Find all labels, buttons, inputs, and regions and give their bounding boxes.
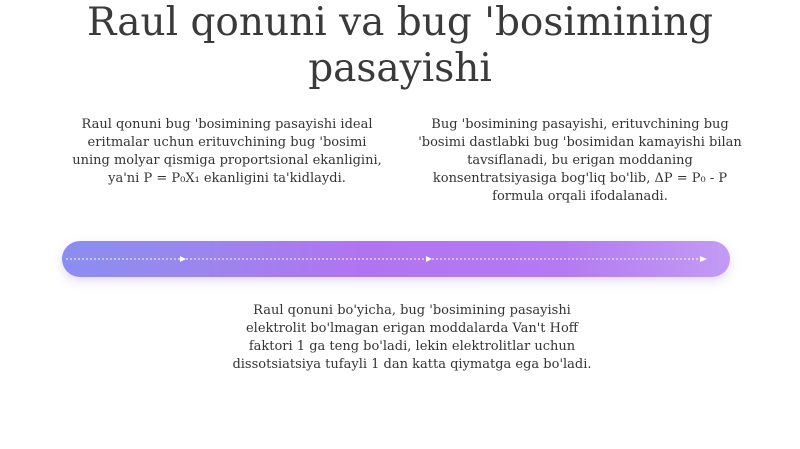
- timeline-arrow-2-icon: [426, 256, 432, 262]
- left-text-block: Raul qonuni bug 'bosimining pasayishi ideal eritmalar uchun erituvchining bug 'bosimi uning molyar qismiga proportsional ekanligini, ya'ni P = P₀X₁ ekanligini ta'kidlaydi.: [72, 117, 382, 186]
- timeline-arrow-1-icon: [180, 256, 186, 262]
- right-text-block: Bug 'bosimining pasayishi, erituvchining bug 'bosimi dastlabki bug 'bosimidan kamayishi bilan tavsiflanadi, bu erigan moddaning konsentratsiyasiga bog'liq bo'lib, ΔP = P₀ - P formula orqali ifodalanadi.: [418, 117, 742, 204]
- slide-title: Raul qonuni va bug 'bosimining pasayishi: [86, 0, 714, 91]
- timeline-arrow-3-icon: [700, 256, 707, 262]
- bottom-text-block: Raul qonuni bo'yicha, bug 'bosimining pasayishi elektrolit bo'lmagan erigan moddalarda Van't Hoff faktori 1 ga teng bo'ladi, lekin elektrolitlar uchun dissotsiatsiya tufayli 1 dan katta qiymatga ega bo'ladi.: [232, 303, 592, 372]
- timeline-bar: [62, 241, 730, 277]
- timeline-arrows: [62, 241, 730, 277]
